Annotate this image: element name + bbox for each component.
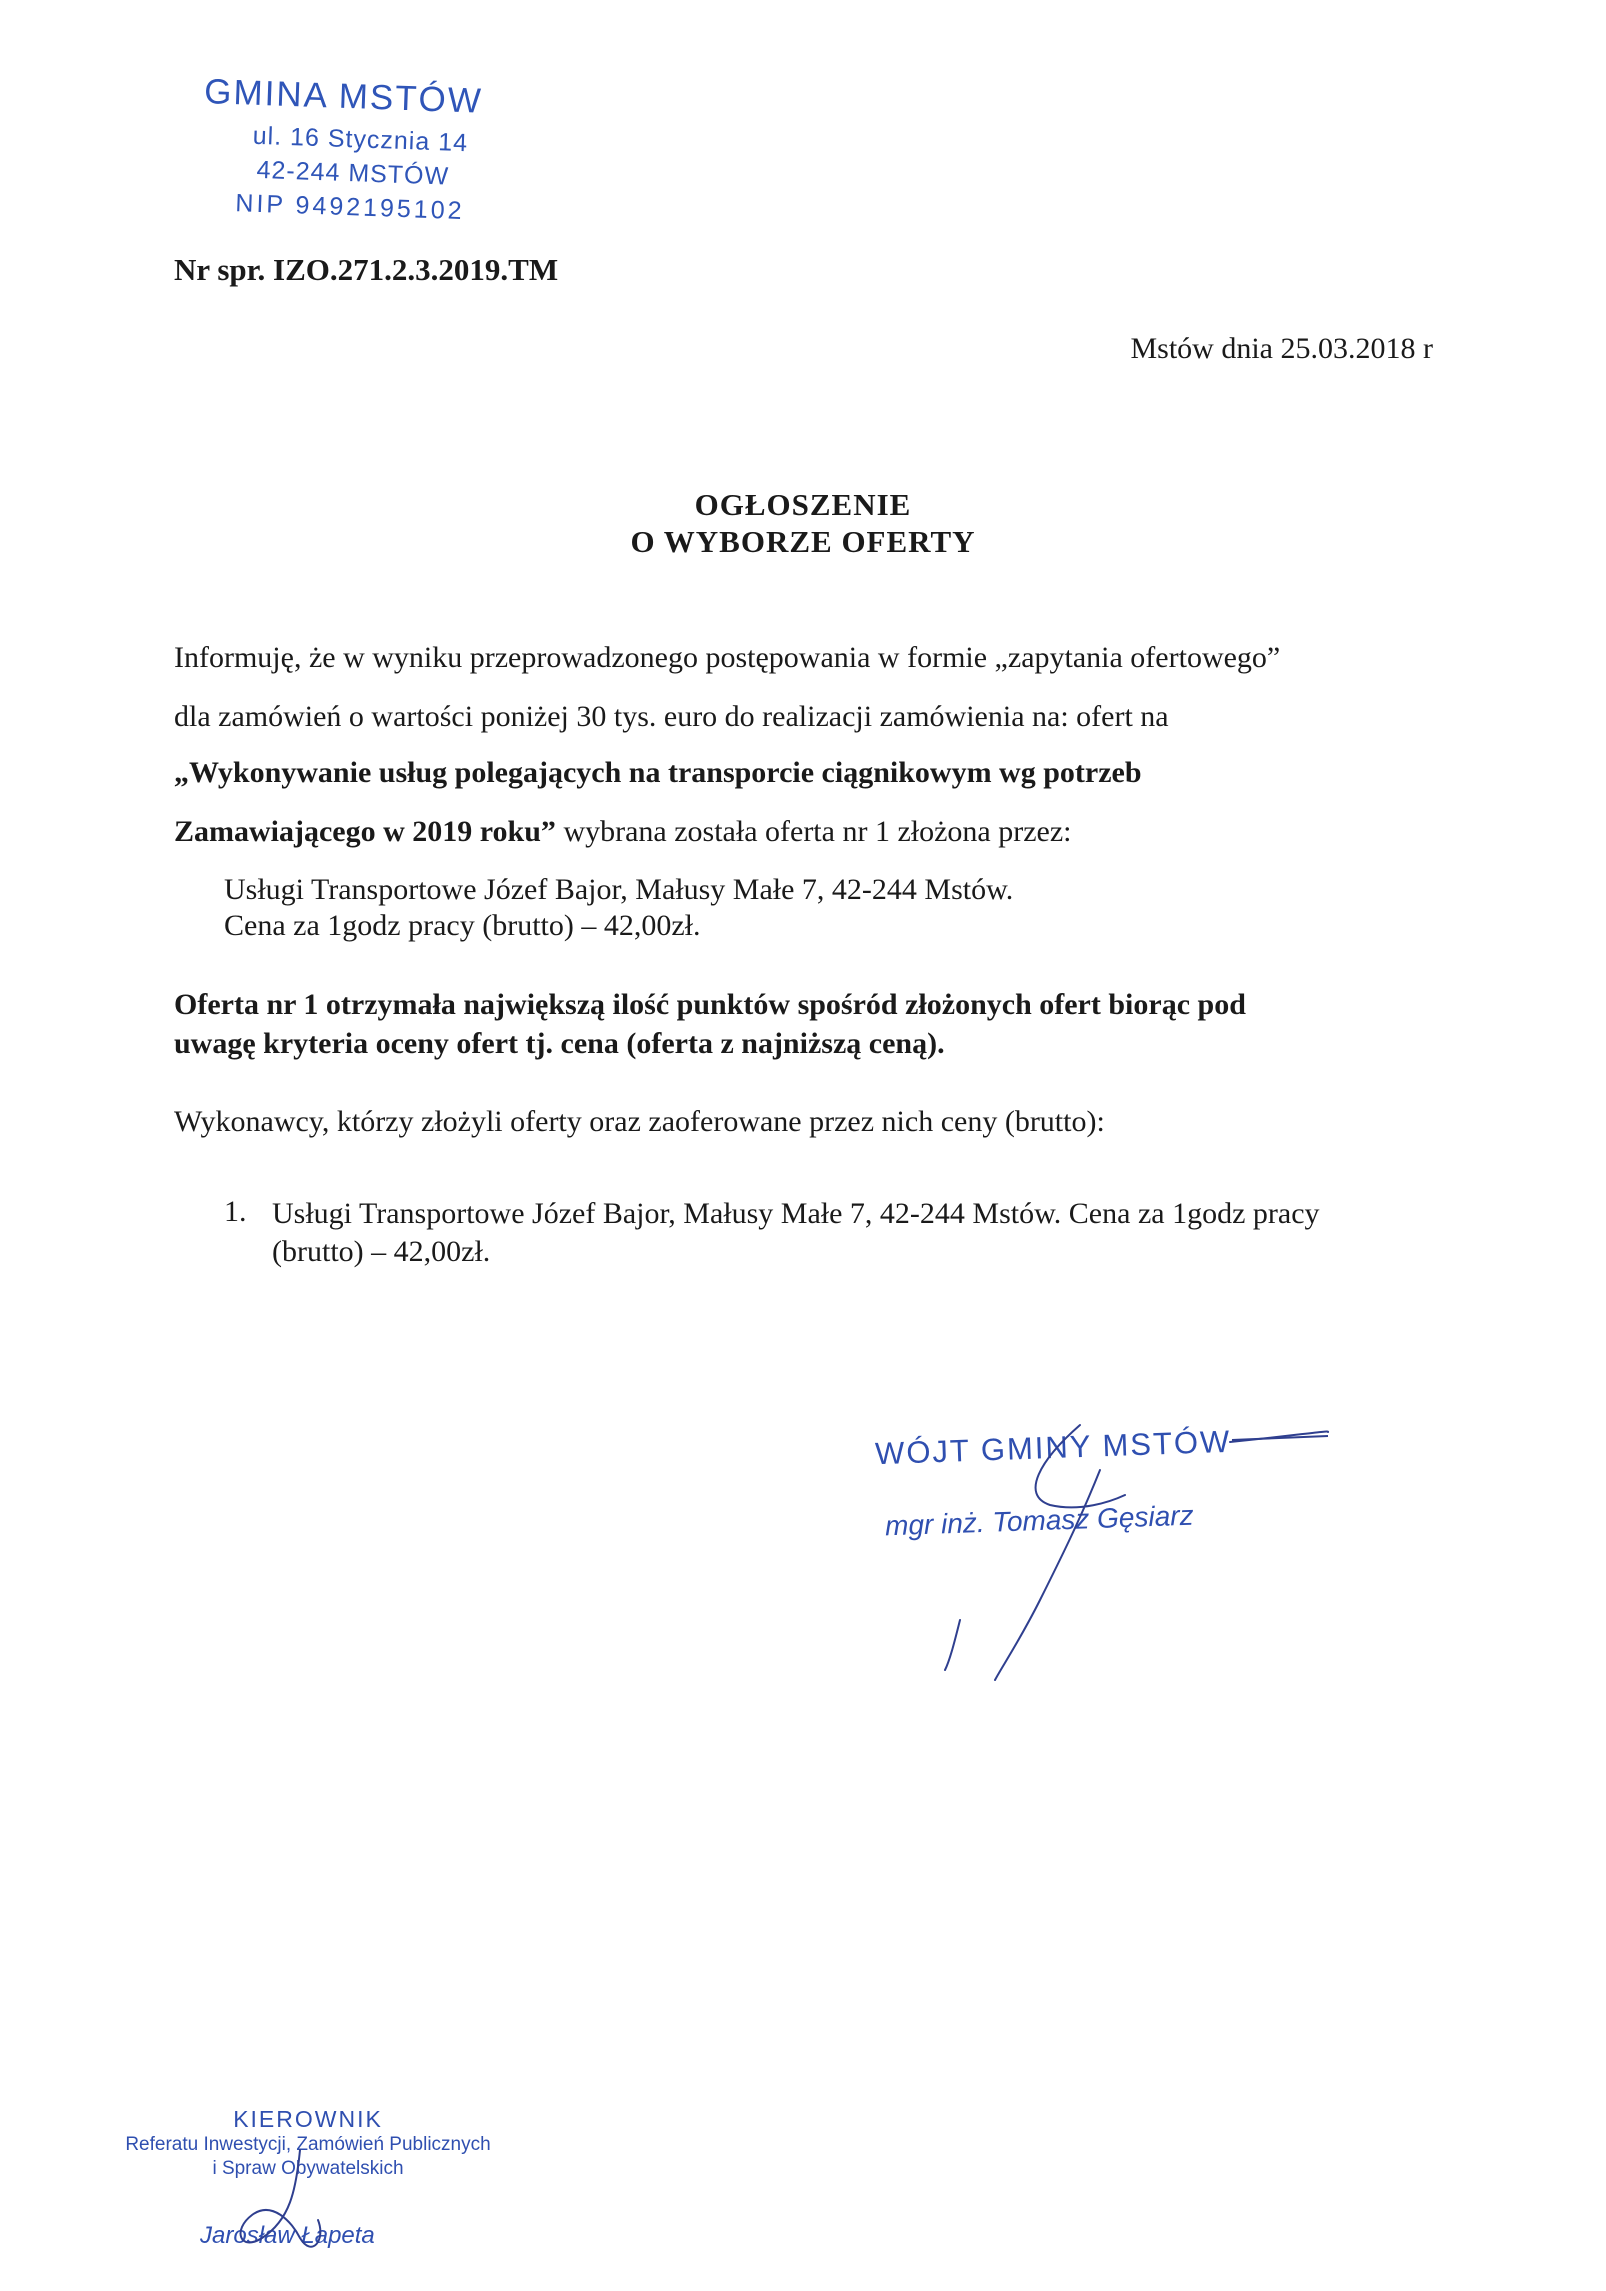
document-subtitle: O WYBORZE OFERTY — [630, 524, 976, 559]
bidders-intro: Wykonawcy, którzy złożyli oferty oraz zaoferowane przez nich ceny (brutto): — [174, 1105, 1105, 1138]
winner-line-1: Usługi Transportowe Józef Bajor, Małusy Małe 7, 42-244 Mstów. — [224, 873, 1014, 906]
kierownik-stamp — [88, 2105, 528, 2181]
stamp-line-4: NIP 9492195102 — [234, 189, 466, 226]
kierownik-name: Jarosław Łapeta — [200, 2222, 375, 2249]
body-line-2: dla zamówień o wartości poniżej 30 tys. euro do realizacji zamówienia na: ofert na — [174, 700, 1169, 733]
stamp-line-1: GMINA MSTÓW — [203, 72, 484, 121]
municipality-stamp — [200, 72, 565, 234]
kierownik-title: KIEROWNIK — [233, 2106, 383, 2132]
wojt-signature-underline — [1232, 1436, 1328, 1440]
body-line-1: Informuję, że w wyniku przeprowadzonego postępowania w formie „zapytania ofertowego” — [174, 641, 1281, 674]
wojt-stamp-name: mgr inż. Tomasz Gęsiarz — [884, 1499, 1195, 1542]
body-line-4-bold: Zamawiającego w 2019 roku” — [174, 815, 556, 848]
body-line-4-normal: wybrana została oferta nr 1 złożona przez: — [555, 815, 1072, 848]
kierownik-line-3: i Spraw Obywatelskich — [212, 2158, 404, 2179]
body-line-4 — [174, 812, 1434, 852]
date-line: Mstów dnia 25.03.2018 r — [1130, 332, 1433, 365]
list-item-number: 1. — [224, 1195, 247, 1228]
document-title: OGŁOSZENIE — [694, 487, 912, 522]
reference-number: Nr spr. IZO.271.2.3.2019.TM — [174, 252, 559, 287]
wojt-stamp-title: WÓJT GMINY MSTÓW — [874, 1423, 1232, 1472]
stamp-line-2: ul. 16 Stycznia 14 — [252, 121, 469, 158]
winner-line-2: Cena za 1godz pracy (brutto) – 42,00zł. — [224, 909, 701, 942]
conclusion-line-2: uwagę kryteria oceny ofert tj. cena (oferta z najniższą ceną). — [174, 1027, 945, 1060]
list-item: Usługi Transportowe Józef Bajor, Małusy Małe 7, 42-244 Mstów. Cena za 1godz pracy (brutto) – 42,00zł. — [272, 1197, 1320, 1268]
body-line-3: „Wykonywanie usług polegających na transporcie ciągnikowym wg potrzeb — [174, 756, 1142, 789]
stamp-line-3: 42-244 MSTÓW — [256, 155, 450, 191]
kierownik-line-2: Referatu Inwestycji, Zamówień Publicznych — [125, 2134, 491, 2155]
conclusion-line-1: Oferta nr 1 otrzymała największą ilość punktów spośród złożonych ofert biorąc pod — [174, 988, 1246, 1021]
